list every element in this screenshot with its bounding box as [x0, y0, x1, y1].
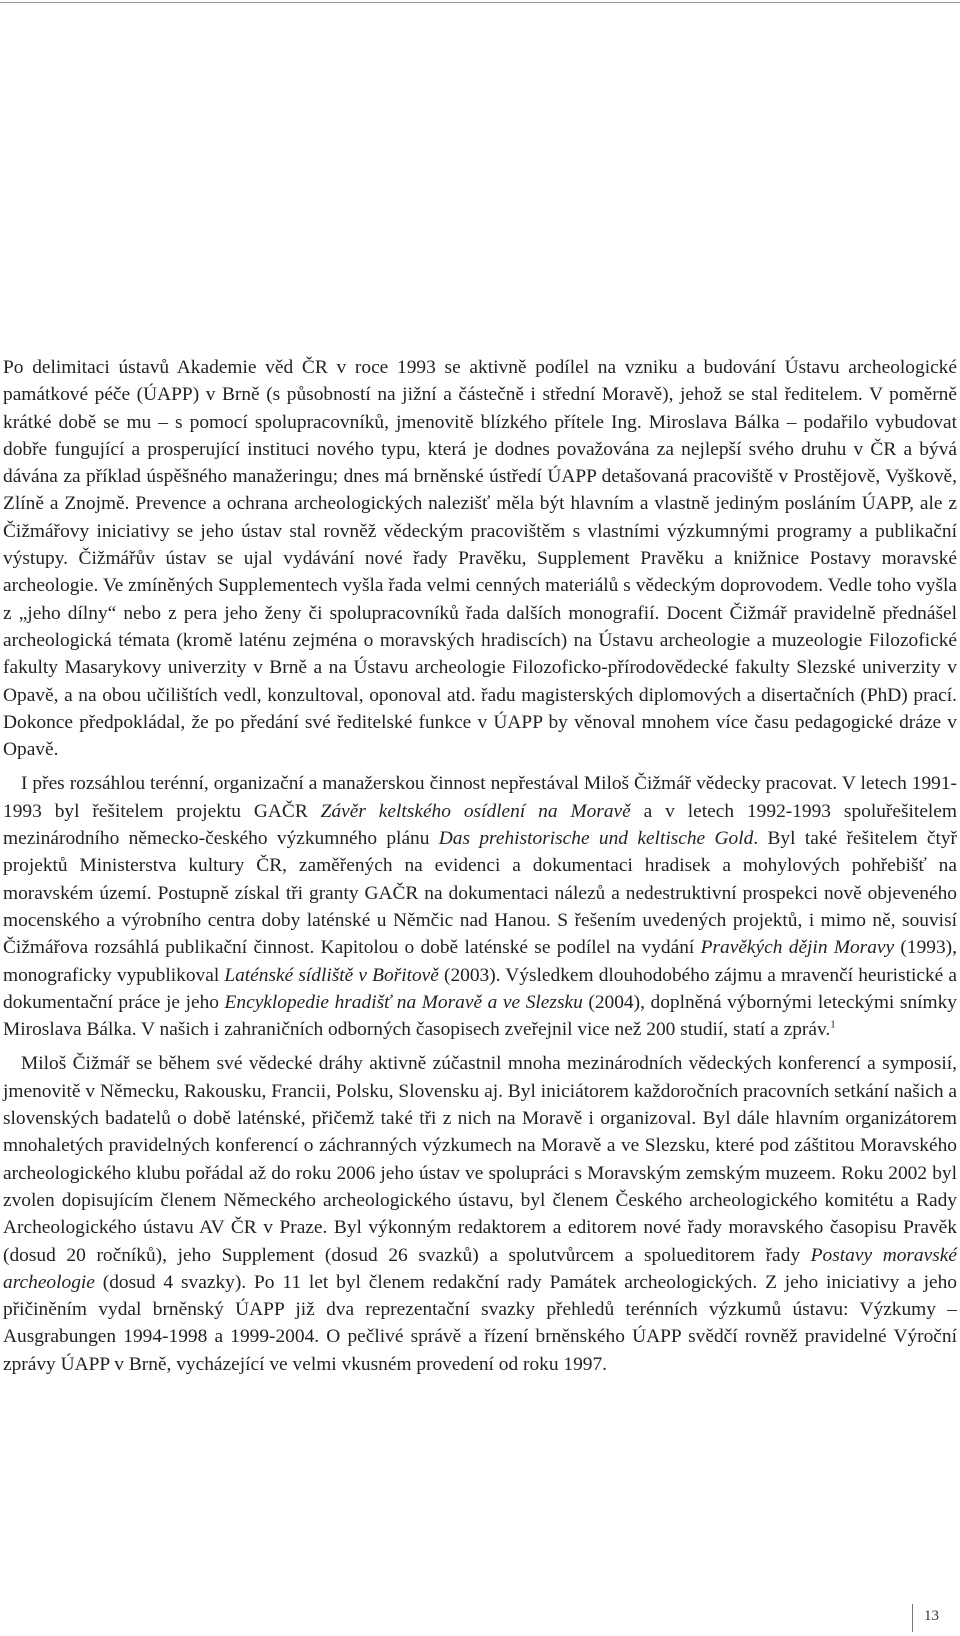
text-run: Po delimitaci ústavů Akademie věd ČR v roce 1993 se aktivně podílel na vzniku a budování Ústavu archeologické památkové péče (ÚAPP) v Brně (s působností na jižní a částečně i střední Moravě), jehož se stal ředitelem. V poměrně krátké době se mu – s pomocí spolupracovníků, jmenovitě blízkého přítele Ing. Miroslava Bálka – podařilo vybudovat dobře fungující a prosperující instituci nového typu, která je dodnes považována za nejlepší svého druhu v ČR a bývá dávána za příklad úspěšného manažeringu; dnes má brněnské ústředí ÚAPP detašovaná pracoviště v Prostějově, Vyškově, Zlíně a Znojmě. Prevence a ochrana archeologických nalezišť měla být hlavním a vlastně jediným posláním ÚAPP, ale z Čižmářovy iniciativy se jeho ústav stal rovněž vědeckým pracovištěm s vlastními výzkumnými programy a publikační výstupy. Čižmářův ústav se ujal vydávání nové řady Pravěku, Supplement Pravěku a knižnice Postavy moravské archeologie. Ve zmíněných Supplementech vyšla řada velmi cenných materiálů s vědeckým doprovodem. Vedle toho vyšla z „jeho dílny“ nebo z pera jeho ženy či spolupracovníků řada dalších monografií. Docent Čižmář pravidelně přednášel archeologická témata (kromě laténu zejména o moravských hradiscích) na Ústavu archeologie a muzeologie Filozofické fakulty Masarykovy univerzity v Brně a na Ústavu archeologie Filozoficko-přírodovědecké fakulty Slezské univerzity v Opavě, a na obou učilištích vedl, konzultoval, oponoval atd. řadu magisterských diplomových a disertačních (PhD) prací. Dokonce předpokládal, že po předání své ředitelské funkce v ÚAPP by věnoval mnohem více času pedagogické dráze v Opavě.	[3, 357, 957, 761]
text-run: a v letech 1992-1993 spoluřešitelem mezinárodního německo-českého výzkumného plánu	[3, 800, 957, 850]
italic-title: Das prehistorische und keltische Gold	[438, 828, 754, 850]
text-run: (1993), monograficky vypublikoval	[3, 937, 957, 986]
text-run: (2003). Výsledkem dlouhodobého zájmu a mravenčí heuristické a dokumentační práce je jeho	[3, 964, 957, 1013]
italic-title: Laténské sídliště v Bořitově	[224, 964, 439, 986]
paragraph	[3, 354, 957, 763]
top-border-line	[0, 2, 960, 3]
footer-divider	[912, 1604, 913, 1632]
text-run: (dosud 4 svazky). Po 11 let byl členem redakční rady Památek archeologických. Z jeho iniciativy a jeho přičiněním vydal brněnský ÚAPP již dva reprezentační svazky přehledů terénních výzkumů ústavu: Výzkumy – Ausgrabungen 1994-1998 a 1999-2004. O pečlivé správě a řízení brněnského ÚAPP svědčí rovněž pravidelné Výroční zprávy ÚAPP v Brně, vycházející ve velmi vkusném provedení od roku 1997.	[3, 1271, 957, 1375]
text-run: Miloš Čižmář se během své vědecké dráhy aktivně zúčastnil mnoha mezinárodních vědeckých konferencí a symposií, jmenovitě v Německu, Rakousku, Francii, Polsku, Slovensku aj. Byl iniciátorem každoročních pracovních setkání našich a slovenských badatelů o době laténské, přičemž také tři z nich na Moravě i organizoval. Byl dále hlavním organizátorem mnohaletých pravidelných konferencí o záchranných výzkumech na Moravě a ve Slezsku, které pod záštitou Moravského archeologického klubu pořádal až do roku 2006 jeho ústav ve spolupráci s Moravským zemským muzeem. Roku 2002 byl zvolen dopisujícím členem Německého archeologického ústavu, byl členem Českého archeologického komitétu a Rady Archeologického ústavu AV ČR v Praze. Byl výkonným redaktorem a editorem nové řady moravského časopisu Pravěk (dosud 20 ročníků), jeho Supplement (dosud 26 svazků) a spolutvůrcem a spolueditorem řady	[3, 1053, 957, 1266]
text-run: I přes rozsáhlou terénní, organizační a manažerskou činnost nepřestával Miloš Čižmář vědecky pracovat. V letech 1991-1993 byl řešitelem projektu GAČR	[3, 773, 957, 822]
text-run: . Byl také řešitelem čtyř projektů Ministerstva kultury ČR, zaměřených na evidenci a dokumentaci hradisek a mohylových pohřebišť na moravském území. Postupně získal tři granty GAČR na dokumentaci nálezů a nedestruktivní prospekci nově objeveného mocenského a výrobního centra doby laténské u Němčic nad Hanou. S řešením uvedených projektů, i mimo ně, souvisí Čižmářova rozsáhlá publikační činnost. Kapitolou o době laténské se podílel na vydání	[3, 828, 958, 959]
page-number: 13	[924, 1608, 939, 1624]
italic-title: Závěr keltského osídlení na Moravě	[320, 800, 631, 822]
footnote-reference: 1	[830, 1018, 836, 1031]
text-run: (2004), doplněná výbornými leteckými snímky Miroslava Bálka. V našich i zahraničních odborných časopisech zveřejnil vice než 200 studií, statí a zpráv.	[3, 991, 957, 1041]
italic-title: Encyklopedie hradišť na Moravě a ve Slezsku	[224, 991, 583, 1013]
paragraph	[3, 1050, 957, 1378]
article-body	[3, 354, 957, 1385]
paragraph	[3, 770, 957, 1043]
italic-title: Pravěkých dějin Moravy	[700, 937, 895, 959]
italic-title: Postavy moravské archeologie	[3, 1244, 957, 1293]
